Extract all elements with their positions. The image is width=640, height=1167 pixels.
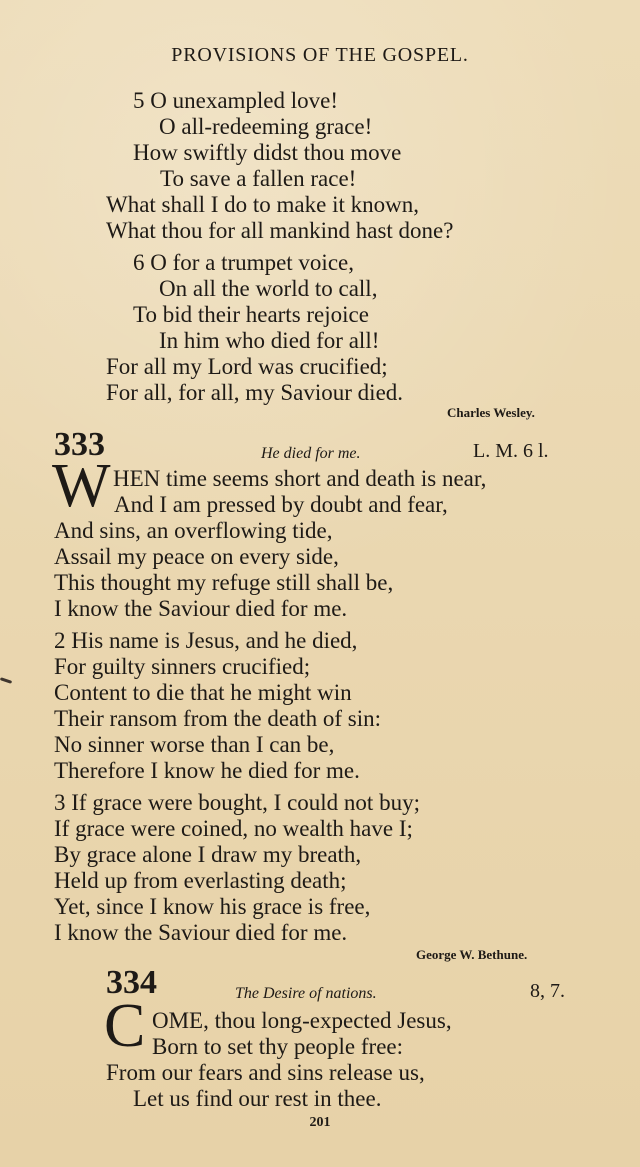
hymn333-stanza3-line3: By grace alone I draw my breath,: [54, 842, 362, 867]
hymn333-stanza2-line3: Content to die that he might win: [54, 680, 352, 705]
hymn334-stanza1-line3: From our fears and sins release us,: [106, 1060, 425, 1085]
hymn332-stanza5-line3: How swiftly didst thou move: [133, 140, 402, 165]
hymn333-subtitle: He died for me.: [261, 445, 361, 462]
hymn332-stanza5-line5: What shall I do to make it known,: [106, 192, 419, 217]
ink-speck: [0, 677, 12, 684]
hymn334-subtitle: The Desire of nations.: [235, 985, 377, 1002]
hymn333-stanza2-line4: Their ransom from the death of sin:: [54, 706, 382, 731]
hymn333-stanza1-line3: And sins, an overflowing tide,: [54, 518, 333, 543]
hymn333-meter: L. M. 6 l.: [473, 440, 549, 462]
hymn333-stanza2-line6: Therefore I know he died for me.: [54, 758, 360, 783]
hymn333-stanza3-line4: Held up from everlasting death;: [54, 868, 347, 893]
hymn332-stanza5-line2: O all-redeeming grace!: [159, 114, 373, 139]
hymn333-stanza3-line5: Yet, since I know his grace is free,: [54, 894, 371, 919]
hymn332-stanza6-line6: For all, for all, my Saviour died.: [106, 380, 404, 405]
hymn332-stanza6-line1: 6 O for a trumpet voice,: [133, 250, 354, 275]
hymn332-stanza6-line2: On all the world to call,: [159, 276, 378, 301]
hymn332-stanza5-line6: What thou for all mankind hast done?: [106, 218, 454, 243]
hymn333-stanza3-line6: I know the Saviour died for me.: [54, 920, 348, 945]
hymn333-stanza3-line2: If grace were coined, no wealth have I;: [54, 816, 413, 841]
hymn332-stanza6-line4: In him who died for all!: [159, 328, 380, 353]
hymn333-number: 333: [54, 426, 105, 463]
hymn334-stanza1-line2: Born to set thy people free:: [152, 1034, 404, 1059]
hymn333-stanza2-line5: No sinner worse than I can be,: [54, 732, 335, 757]
hymn333-stanza1-line6: I know the Saviour died for me.: [54, 596, 348, 621]
hymn334-dropcap: C: [104, 992, 146, 1060]
hymn332-stanza5-line4: To save a fallen race!: [160, 166, 357, 191]
hymn333-stanza1-line2: And I am pressed by doubt and fear,: [114, 492, 448, 517]
hymn332-stanza5-line1: 5 O unexampled love!: [133, 88, 339, 113]
hymn332-stanza6-line3: To bid their hearts rejoice: [133, 302, 369, 327]
page-number: 201: [309, 1115, 331, 1130]
hymn334-stanza1-line1: OME, thou long-expected Jesus,: [152, 1008, 452, 1033]
hymn334-meter: 8, 7.: [530, 980, 565, 1002]
hymn333-stanza2-line2: For guilty sinners crucified;: [54, 654, 311, 679]
hymn333-author: George W. Bethune.: [416, 947, 528, 962]
hymn333-stanza1-line4: Assail my peace on every side,: [54, 544, 339, 569]
hymn333-stanza1-line5: This thought my refuge still shall be,: [54, 570, 394, 595]
hymn333-stanza3-line1: 3 If grace were bought, I could not buy;: [54, 790, 420, 815]
hymn333-stanza1-line1: HEN time seems short and death is near,: [113, 466, 487, 491]
hymn334-number: 334: [106, 964, 157, 1001]
hymn332-stanza6-line5: For all my Lord was crucified;: [106, 354, 388, 379]
hymn333-dropcap: W: [52, 452, 111, 520]
page-header: PROVISIONS OF THE GOSPEL.: [171, 44, 469, 66]
hymn332-author: Charles Wesley.: [447, 405, 535, 420]
hymn333-stanza2-line1: 2 His name is Jesus, and he died,: [54, 628, 358, 653]
hymn334-stanza1-line4: Let us find our rest in thee.: [133, 1086, 382, 1111]
